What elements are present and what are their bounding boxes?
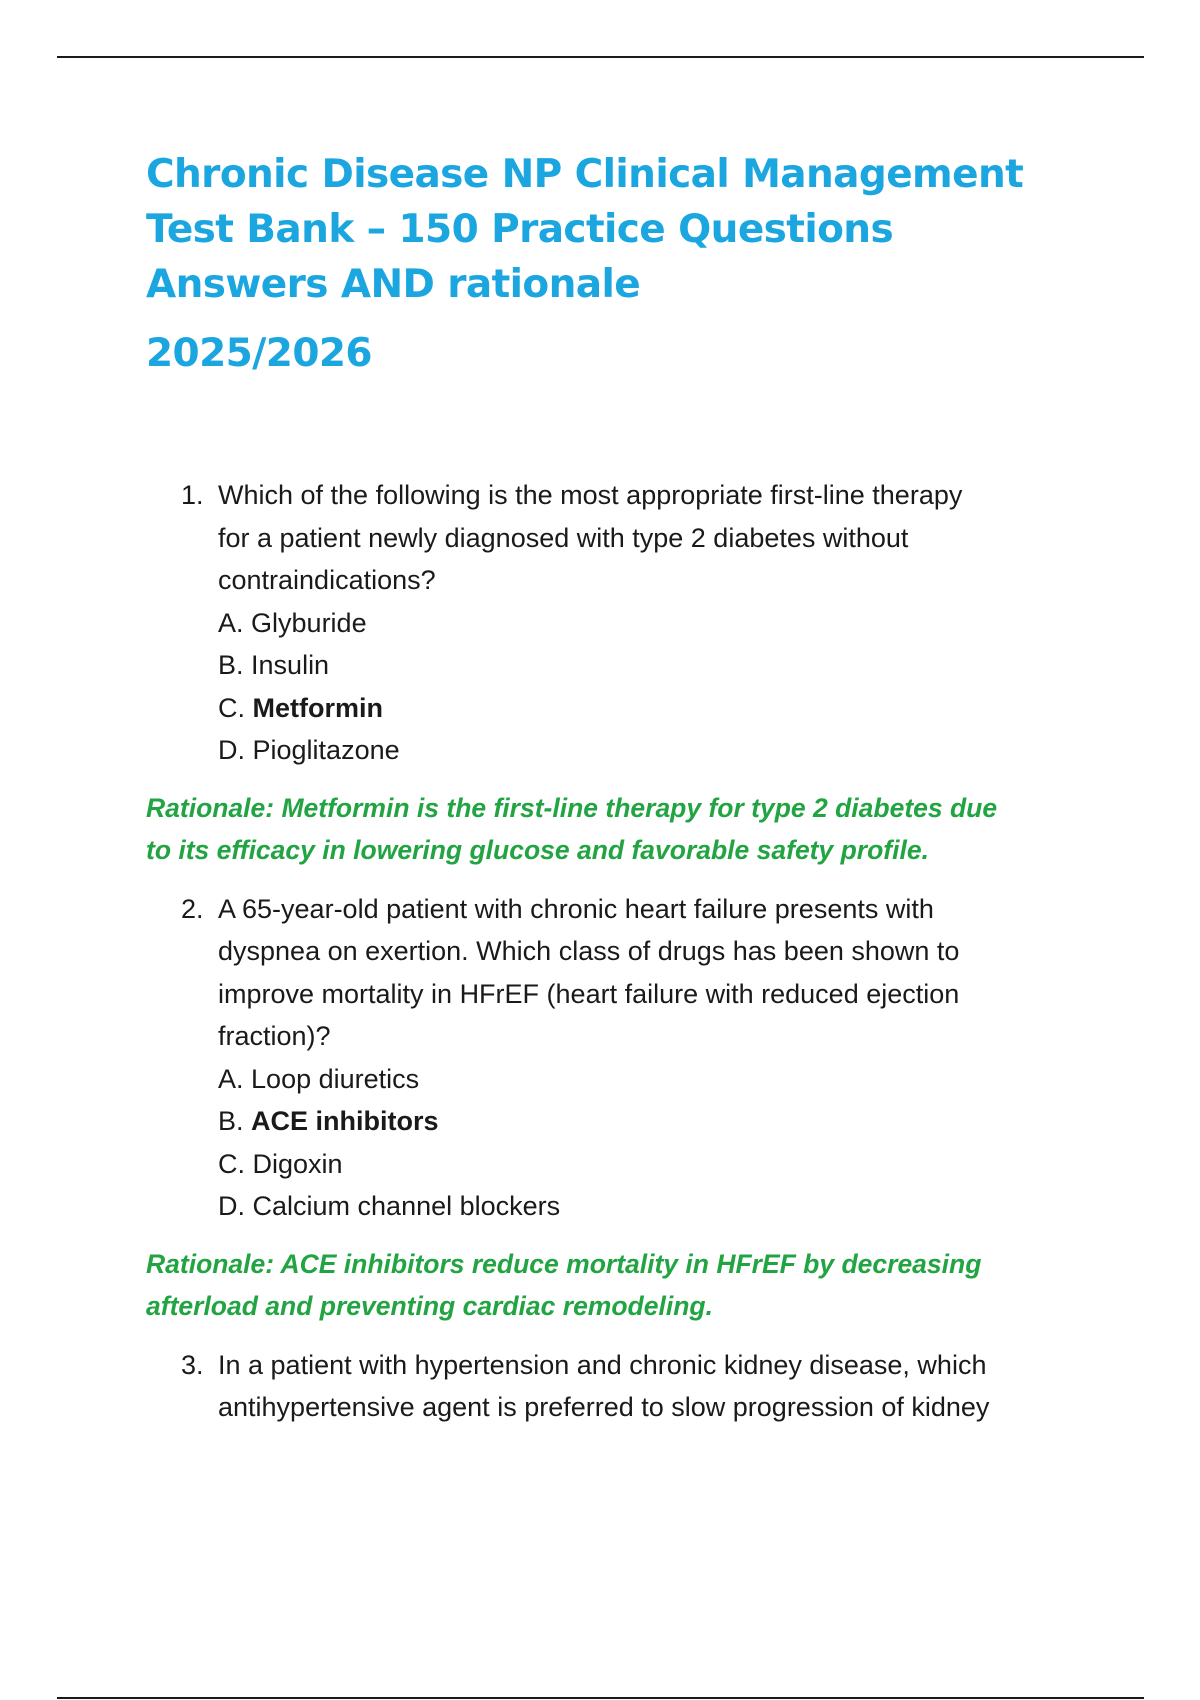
correct-answer-text: ACE inhibitors bbox=[251, 1106, 439, 1136]
rationale bbox=[146, 1243, 1106, 1328]
question-text-line: dyspnea on exertion. Which class of drugs has been shown to bbox=[218, 936, 960, 966]
option-text: Pioglitazone bbox=[252, 735, 400, 765]
question-1 bbox=[146, 474, 1106, 772]
answer-option bbox=[218, 729, 1106, 772]
answer-option bbox=[218, 644, 1106, 687]
answer-option bbox=[218, 687, 1106, 730]
rationale-line: Rationale: Metformin is the first-line therapy for type 2 diabetes due bbox=[146, 792, 998, 823]
option-text: Loop diuretics bbox=[251, 1063, 420, 1094]
question-2 bbox=[146, 888, 1106, 1228]
option-letter: A. bbox=[218, 607, 244, 638]
rationale-line: afterload and preventing cardiac remodeling. bbox=[146, 1291, 713, 1321]
question-text-line: for a patient newly diagnosed with type 2 diabetes without bbox=[218, 522, 909, 553]
top-divider bbox=[57, 56, 1144, 58]
title-line: Chronic Disease NP Clinical Management bbox=[146, 152, 1024, 197]
option-text: Calcium channel blockers bbox=[252, 1191, 561, 1221]
option-text: Glyburide bbox=[251, 607, 367, 638]
option-letter: D. bbox=[218, 1191, 245, 1221]
question-number: 1. bbox=[181, 480, 204, 510]
answer-option bbox=[218, 1100, 1106, 1143]
question-text-line: A 65-year-old patient with chronic heart failure presents with bbox=[218, 893, 934, 924]
question-text-line: In a patient with hypertension and chronic kidney disease, which bbox=[218, 1349, 987, 1380]
answer-option bbox=[218, 1143, 1106, 1186]
answer-option bbox=[218, 602, 1106, 645]
title-line: Test Bank – 150 Practice Questions bbox=[146, 207, 894, 252]
question-number: 3. bbox=[181, 1349, 204, 1380]
title-year: 2025/2026 bbox=[146, 331, 372, 376]
question-text-line: fraction)? bbox=[218, 1021, 331, 1051]
rationale-line: to its efficacy in lowering glucose and favorable safety profile. bbox=[146, 835, 929, 865]
question-text-line: contraindications? bbox=[218, 565, 436, 595]
option-letter: D. bbox=[218, 735, 245, 765]
question-list bbox=[146, 474, 1106, 1429]
title-line: Answers AND rationale bbox=[146, 262, 641, 307]
option-letter: A. bbox=[218, 1063, 244, 1094]
question-text-line: Which of the following is the most appropriate first-line therapy bbox=[218, 480, 963, 510]
option-letter: C. bbox=[218, 692, 245, 723]
rationale-line: Rationale: ACE inhibitors reduce mortality in HFrEF by decreasing bbox=[146, 1248, 982, 1279]
answer-option bbox=[218, 1185, 1106, 1228]
question-text-line: improve mortality in HFrEF (heart failure with reduced ejection bbox=[218, 978, 960, 1009]
bottom-divider bbox=[57, 1697, 1144, 1699]
option-letter: B. bbox=[218, 650, 244, 680]
question-3 bbox=[146, 1344, 1106, 1429]
question-number: 2. bbox=[181, 893, 204, 924]
question-text-line: antihypertensive agent is preferred to slow progression of kidney bbox=[218, 1392, 990, 1422]
answer-option bbox=[218, 1058, 1106, 1101]
option-text: Insulin bbox=[251, 650, 330, 680]
rationale bbox=[146, 787, 1106, 872]
option-letter: C. bbox=[218, 1148, 245, 1179]
option-text: Digoxin bbox=[252, 1148, 343, 1179]
option-letter: B. bbox=[218, 1106, 244, 1136]
correct-answer-text: Metformin bbox=[252, 692, 384, 723]
document-title bbox=[146, 147, 1106, 381]
